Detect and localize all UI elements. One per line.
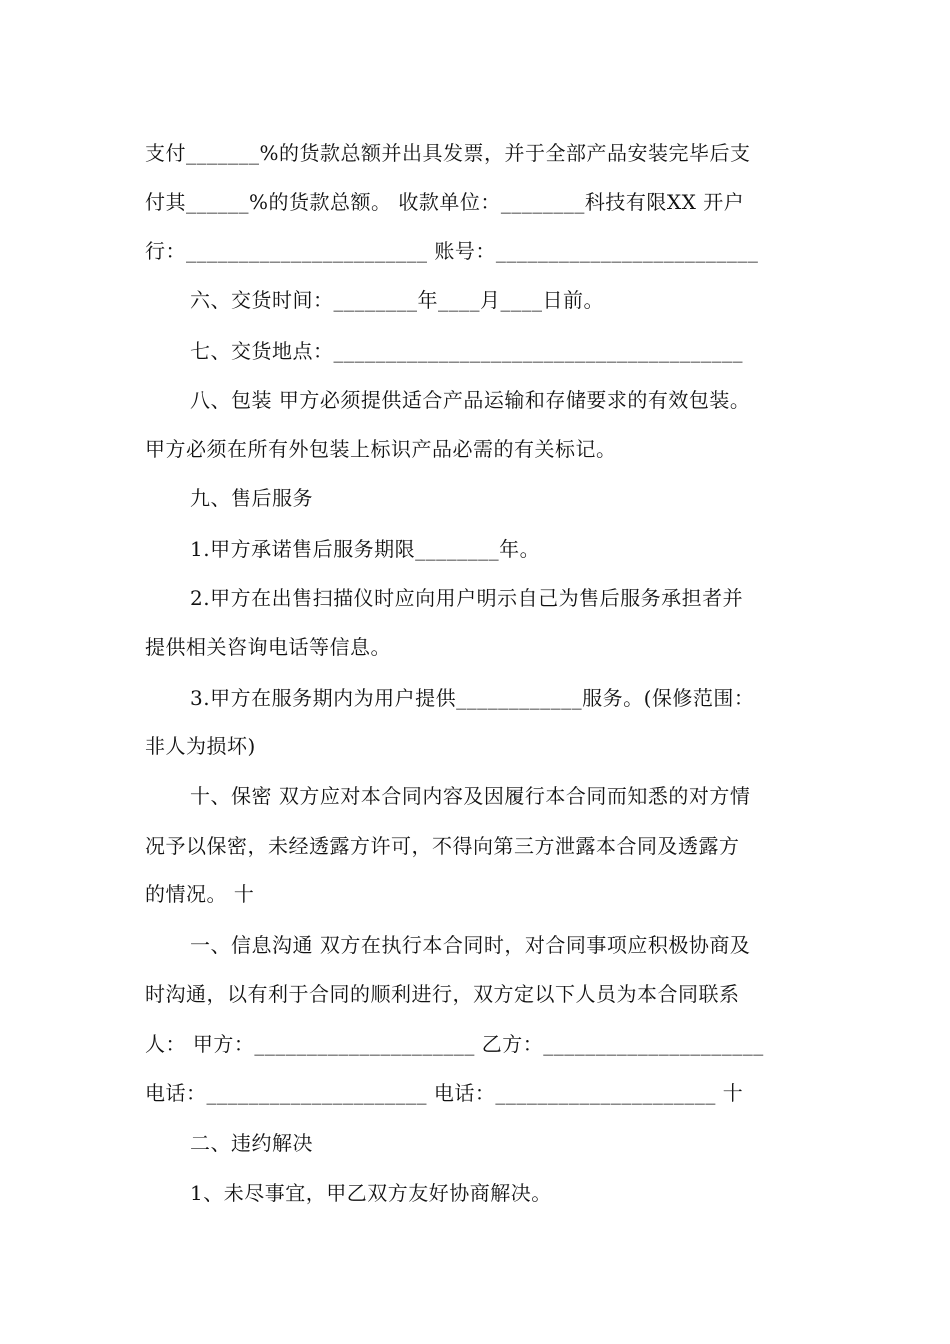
text-line: 时沟通，以有利于合同的顺利进行，双方定以下人员为本合同联系 xyxy=(145,982,740,1006)
text-line: 非人为损坏) xyxy=(145,734,256,758)
text-line: 支付_______%的货款总额并出具发票，并于全部产品安装完毕后支 xyxy=(145,141,751,165)
text-line: 的情况。 十 xyxy=(145,882,255,906)
text-line: 人： 甲方：_____________________ 乙方：_____________________ xyxy=(145,1032,764,1056)
text-line: 1.甲方承诺售后服务期限________年。 xyxy=(190,537,541,561)
text-line: 3.甲方在服务期内为用户提供____________服务。(保修范围： xyxy=(190,686,755,710)
text-line: 1、未尽事宜，甲乙双方友好协商解决。 xyxy=(190,1181,552,1205)
text-line: 付其______%的货款总额。 收款单位：________科技有限XX 开户 xyxy=(145,190,745,214)
text-line: 电话：_____________________ 电话：_____________________ 十 xyxy=(145,1081,744,1105)
text-line: 一、信息沟通 双方在执行本合同时，对合同事项应积极协商及 xyxy=(190,933,751,957)
text-line: 十、保密 双方应对本合同内容及因履行本合同而知悉的对方情 xyxy=(190,784,751,808)
text-line: 九、售后服务 xyxy=(190,486,313,510)
text-line: 甲方必须在所有外包装上标识产品必需的有关标记。 xyxy=(145,437,617,461)
text-line: 八、包装 甲方必须提供适合产品运输和存储要求的有效包装。 xyxy=(190,388,751,412)
text-line: 提供相关咨询电话等信息。 xyxy=(145,635,391,659)
text-line: 七、交货地点：_______________________________________ xyxy=(190,339,743,363)
text-line: 行：_______________________ 账号：_________________________ xyxy=(145,239,759,263)
text-line: 况予以保密，未经透露方许可，不得向第三方泄露本合同及透露方 xyxy=(145,834,740,858)
text-line: 2.甲方在出售扫描仪时应向用户明示自己为售后服务承担者并 xyxy=(190,586,744,610)
text-line: 二、违约解决 xyxy=(190,1131,313,1155)
text-line: 六、交货时间：________年____月____日前。 xyxy=(190,288,604,312)
